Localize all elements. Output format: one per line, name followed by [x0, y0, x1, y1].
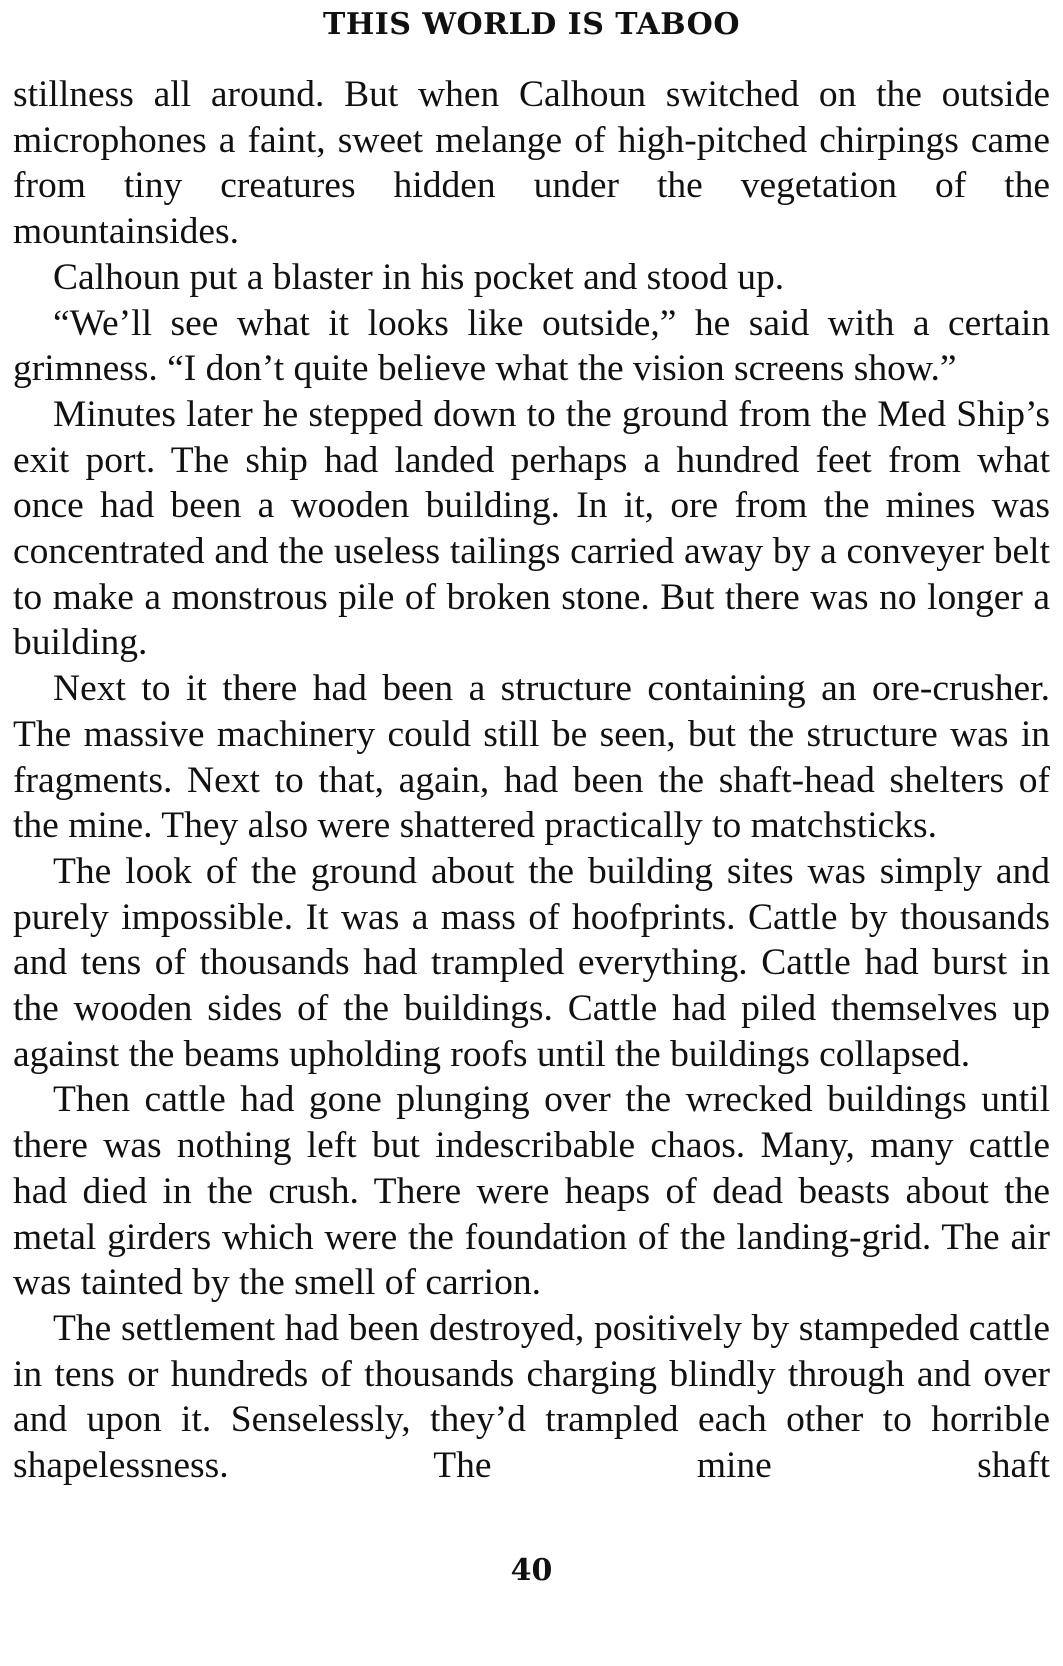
paragraph-8: The settlement had been destroyed, positively by stampeded cattle in tens or hundreds of thousands charging blindly through and over and upon it. Senselessly, they’d trampled each other to horrible shapelessness. The mine shaft	[13, 1307, 1050, 1487]
body-text	[13, 72, 1050, 1489]
running-head: THIS WORLD IS TABOO	[323, 7, 740, 42]
paragraph-4: Minutes later he stepped down to the ground from the Med Ship’s exit port. The ship had landed perhaps a hundred feet from what once had been a wooden building. In it, ore from the mines was concentrated and the useless tailings carried away by a conveyer belt to make a monstrous pile of broken stone. But there was no longer a building.	[13, 393, 1050, 664]
paragraph-1: stillness all around. But when Calhoun switched on the outside microphones a faint, sweet melange of high-pitched chirpings came from tiny creatures hidden under the vegetation of the mountainsides.	[13, 74, 1050, 253]
paragraph-3: “We’ll see what it looks like outside,” he said with a certain grimness. “I don’t quite believe what the vision screens show.”	[13, 302, 1050, 390]
paragraph-5: Next to it there had been a structure containing an ore-crusher. The massive machinery could still be seen, but the structure was in fragments. Next to that, again, had been the shaft-head shelters of the mine. They also were shattered practically to matchsticks.	[13, 668, 1050, 847]
paragraph-2: Calhoun put a blaster in his pocket and stood up.	[53, 256, 785, 298]
paragraph-7: Then cattle had gone plunging over the wrecked buildings until there was nothing left but indescribable chaos. Many, many cattle had died in the crush. There were heaps of dead beasts about the metal girders which were the foundation of the landing-grid. The air was tainted by the smell of carrion.	[13, 1079, 1050, 1304]
paragraph-6: The look of the ground about the building sites was simply and purely impossible. It was a mass of hoofprints. Cattle by thousands and tens of thousands had trampled everything. Cattle had burst in the wooden sides of the buildings. Cattle had piled themselves up against the beams upholding roofs until the buildings collapsed.	[13, 850, 1050, 1075]
page-number: 40	[510, 1553, 553, 1588]
